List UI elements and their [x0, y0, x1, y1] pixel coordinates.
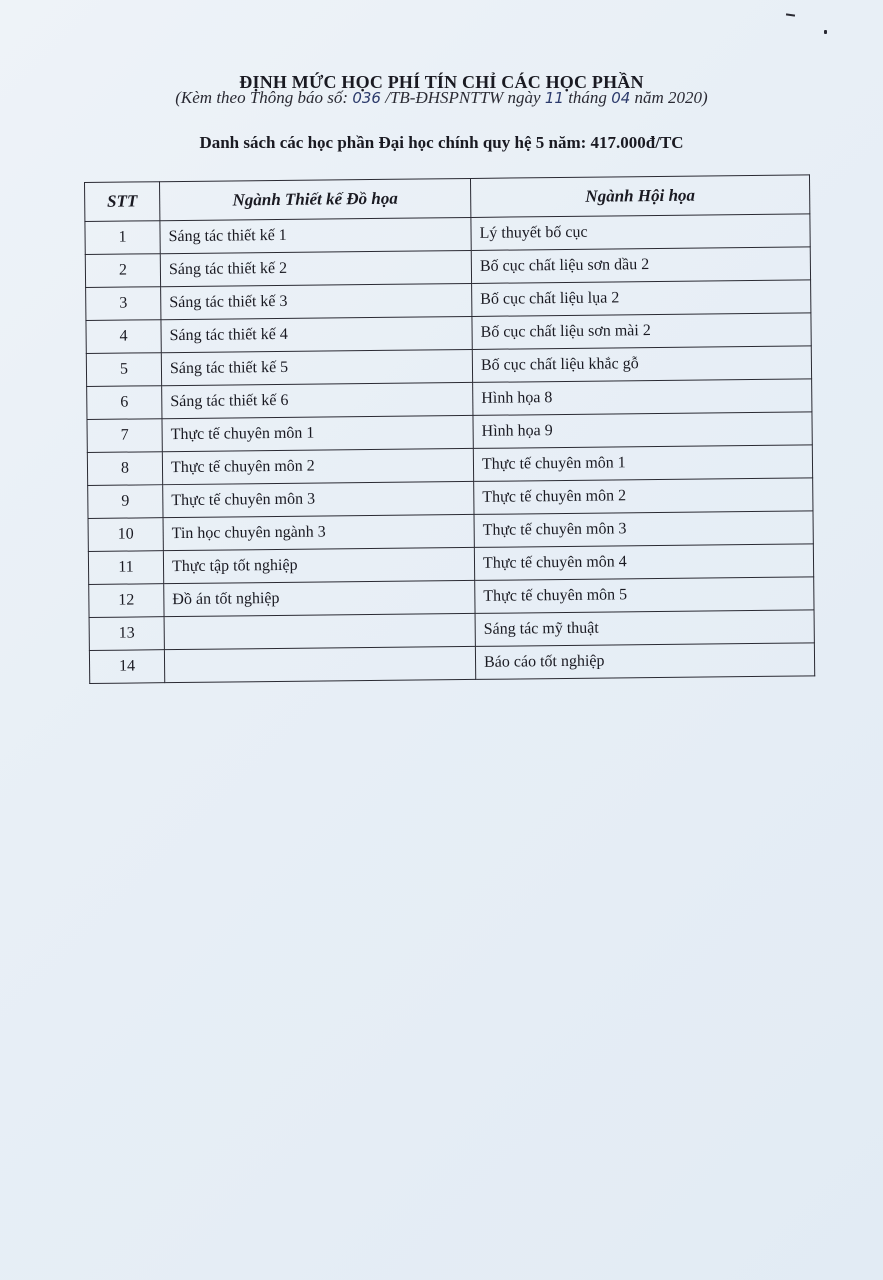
row-stt: 3	[86, 287, 161, 321]
subtitle-middle: /TB-ĐHSPNTTW ngày	[385, 88, 541, 107]
row-stt: 13	[89, 617, 164, 651]
pen-dot	[824, 30, 827, 34]
row-stt: 5	[86, 353, 161, 387]
document-title: ĐỊNH MỨC HỌC PHÍ TÍN CHỈ CÁC HỌC PHẦN	[239, 72, 644, 92]
header-painting: Ngành Hội họa	[470, 175, 809, 218]
section-heading: Danh sách các học phần Đại học chính quy hệ 5 năm: 417.000đ/TC	[199, 133, 684, 152]
table-row	[89, 643, 814, 684]
handwritten-day: 11	[544, 89, 564, 107]
row-stt: 12	[89, 584, 164, 618]
row-painting: Bố cục chất liệu lụa 2	[472, 280, 811, 317]
row-painting: Bố cục chất liệu khắc gỗ	[472, 346, 811, 383]
row-design: Thực tế chuyên môn 3	[163, 481, 474, 517]
row-stt: 14	[89, 650, 164, 684]
row-painting: Sáng tác mỹ thuật	[475, 610, 814, 647]
course-table	[84, 174, 815, 684]
pen-mark	[786, 13, 795, 16]
row-design: Sáng tác thiết kế 5	[161, 349, 472, 385]
row-design	[164, 613, 475, 649]
row-design: Thực tập tốt nghiệp	[163, 547, 474, 583]
row-stt: 9	[88, 485, 163, 519]
subtitle-prefix: (Kèm theo Thông báo số:	[175, 88, 349, 107]
row-painting: Báo cáo tốt nghiệp	[475, 643, 814, 680]
row-painting: Thực tế chuyên môn 1	[473, 445, 812, 482]
header-stt: STT	[85, 182, 160, 222]
row-painting: Hình họa 8	[473, 379, 812, 416]
row-painting: Thực tế chuyên môn 5	[475, 577, 814, 614]
handwritten-month: 04	[611, 89, 631, 107]
header-design: Ngành Thiết kế Đồ họa	[160, 178, 471, 220]
row-design	[164, 646, 475, 682]
subtitle-suffix: năm 2020)	[634, 88, 708, 107]
handwritten-number: 036	[352, 89, 381, 107]
row-design: Sáng tác thiết kế 6	[162, 382, 473, 418]
row-design: Sáng tác thiết kế 3	[161, 283, 472, 319]
row-painting: Thực tế chuyên môn 3	[474, 511, 813, 548]
row-stt: 11	[88, 551, 163, 585]
row-painting: Lý thuyết bố cục	[471, 214, 810, 251]
row-stt: 10	[88, 518, 163, 552]
row-stt: 6	[87, 386, 162, 420]
subtitle-month-word: tháng	[568, 88, 607, 107]
row-design: Sáng tác thiết kế 4	[161, 316, 472, 352]
row-stt: 1	[85, 221, 160, 255]
row-design: Sáng tác thiết kế 2	[160, 250, 471, 286]
document-subtitle	[0, 88, 883, 108]
row-stt: 8	[87, 452, 162, 486]
row-painting: Hình họa 9	[473, 412, 812, 449]
row-stt: 2	[85, 254, 160, 288]
row-painting: Bố cục chất liệu sơn dầu 2	[471, 247, 810, 284]
row-design: Tin học chuyên ngành 3	[163, 514, 474, 550]
row-stt: 7	[87, 419, 162, 453]
row-painting: Thực tế chuyên môn 2	[474, 478, 813, 515]
row-stt: 4	[86, 320, 161, 354]
row-design: Thực tế chuyên môn 1	[162, 415, 473, 451]
row-painting: Thực tế chuyên môn 4	[474, 544, 813, 581]
row-design: Thực tế chuyên môn 2	[162, 448, 473, 484]
row-design: Sáng tác thiết kế 1	[160, 217, 471, 253]
row-painting: Bố cục chất liệu sơn mài 2	[472, 313, 811, 350]
row-design: Đồ án tốt nghiệp	[164, 580, 475, 616]
